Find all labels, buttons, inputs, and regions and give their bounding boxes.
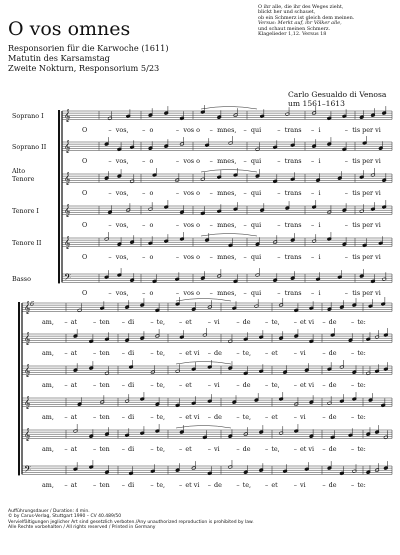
lyric-hyphen: – — [209, 221, 213, 230]
lyric-hyphen: – — [175, 126, 180, 135]
lyric-syllable: at — [70, 413, 78, 422]
lyric-syllable: vos, — [115, 157, 129, 166]
lyric-hyphen: – — [344, 253, 348, 262]
treble-clef-icon: 𝄞 — [24, 300, 31, 314]
lyric-hyphen: – — [93, 381, 97, 390]
poem-line: blickt her und schauet, — [258, 9, 316, 16]
lyric-hyphen: – — [150, 349, 154, 358]
composer-name: Carlo Gesualdo di Venosa — [288, 90, 387, 99]
voice-label-line: Basso — [12, 275, 31, 283]
lyric-hyphen: – — [175, 157, 180, 166]
lyric-syllable: vos o — [183, 189, 200, 198]
lyric-syllable: vos, — [115, 221, 129, 230]
lyric-syllable: te, — [242, 481, 252, 490]
lyric-syllable: O — [82, 221, 88, 230]
lyric-syllable: vi — [300, 349, 306, 358]
lyric-hyphen: – — [209, 189, 213, 198]
lyric-syllable: de — [242, 318, 251, 327]
lyric-hyphen: – — [311, 253, 315, 262]
lyric-hyphen: – — [64, 349, 68, 358]
lyric-syllable: at — [70, 381, 78, 390]
lyric-syllable: i — [318, 221, 321, 230]
lyric-hyphen: – — [93, 445, 97, 454]
lyric-syllable: vos o — [183, 289, 200, 298]
system1-bracket — [58, 110, 60, 283]
lyric-syllable: ten — [99, 381, 110, 390]
treble-clef-icon: 𝄞 — [24, 331, 31, 345]
lyric-syllable: ten — [99, 481, 110, 490]
lyric-hyphen: – — [175, 221, 180, 230]
lyric-hyphen: – — [142, 126, 146, 135]
lyric-syllable: am, — [42, 445, 54, 454]
lyric-syllable: o — [149, 157, 154, 166]
lyric-hyphen: – — [209, 289, 213, 298]
lyric-hyphen: – — [150, 445, 154, 454]
lyric-syllable: i — [318, 189, 321, 198]
lyric-syllable: vos, — [115, 253, 129, 262]
lyric-hyphen: – — [179, 481, 183, 490]
lyric-syllable: vos, — [115, 189, 129, 198]
lyric-hyphen: – — [93, 349, 97, 358]
lyric-syllable: trans — [284, 253, 302, 262]
lyric-syllable: o — [149, 289, 154, 298]
lyric-hyphen: – — [322, 349, 326, 358]
lyric-syllable: trans — [284, 126, 302, 135]
lyric-hyphen: – — [142, 157, 146, 166]
lyric-syllable: te: — [357, 413, 366, 422]
lyric-hyphen: – — [351, 381, 355, 390]
lyric-hyphen: – — [311, 189, 315, 198]
lyric-syllable: tis per vi — [352, 157, 381, 166]
lyric-hyphen: – — [344, 157, 348, 166]
lyric-syllable: et vi — [300, 318, 315, 327]
voice-label-line: Soprano II — [12, 143, 47, 151]
lyric-hyphen: – — [243, 253, 247, 262]
lyric-hyphen: – — [207, 481, 211, 490]
lyric-syllable: vos o — [183, 126, 200, 135]
lyric-syllable: mnes, — [217, 253, 237, 262]
lyric-hyphen: – — [179, 349, 183, 358]
lyric-hyphen: – — [121, 481, 125, 490]
lyric-syllable: te: — [357, 481, 366, 490]
lyric-syllable: de — [242, 381, 251, 390]
lyric-hyphen: – — [236, 481, 240, 490]
system1-slur — [201, 170, 257, 173]
lyric-syllable: O — [82, 289, 88, 298]
lyric-syllable: de — [328, 381, 337, 390]
lyric-syllable: de — [328, 318, 337, 327]
lyric-syllable: am, — [42, 381, 54, 390]
lyric-hyphen: – — [322, 481, 326, 490]
lyric-syllable: vos o — [183, 157, 200, 166]
lyric-hyphen: – — [351, 445, 355, 454]
lyric-syllable: mnes, — [217, 157, 237, 166]
treble-clef-icon: 𝄞 — [24, 363, 31, 377]
lyric-syllable: mnes, — [217, 126, 237, 135]
lyric-hyphen: – — [322, 381, 326, 390]
lyric-hyphen: – — [179, 318, 183, 327]
lyric-syllable: ten — [99, 413, 110, 422]
lyric-hyphen: – — [277, 253, 281, 262]
lyric-hyphen: – — [311, 157, 315, 166]
poem-line: ob ein Schmerz ist gleich dem meinen. — [258, 14, 355, 21]
lyric-syllable: de — [214, 349, 222, 358]
lyric-syllable: qui — [250, 126, 262, 135]
lyric-syllable: et vi — [185, 413, 200, 422]
lyric-syllable: di — [128, 445, 135, 454]
bass-clef-icon: 𝄢 — [24, 463, 32, 477]
lyric-hyphen: – — [207, 349, 211, 358]
lyric-hyphen: – — [93, 318, 97, 327]
lyric-hyphen: – — [179, 381, 183, 390]
subtitle-line-2: Matutin des Karsamstag — [8, 53, 110, 63]
lyric-hyphen: – — [108, 253, 112, 262]
lyric-syllable: vi — [214, 318, 220, 327]
lyric-hyphen: – — [108, 189, 112, 198]
lyric-syllable: vi — [300, 413, 306, 422]
lyric-hyphen: – — [150, 413, 154, 422]
poem-text — [258, 5, 396, 37]
lyric-hyphen: – — [311, 221, 315, 230]
voice-label-line: Tenore II — [12, 239, 42, 247]
system2-slur — [176, 426, 231, 429]
lyric-syllable: vos, — [115, 289, 129, 298]
lyric-syllable: i — [318, 157, 321, 166]
lyric-hyphen: – — [108, 157, 112, 166]
lyric-syllable: te, — [156, 445, 166, 454]
footer-duration: Aufführungsdauer / Duration: 4 min. — [8, 509, 90, 514]
lyric-syllable: trans — [284, 289, 302, 298]
lyric-syllable: am, — [42, 349, 54, 358]
lyric-syllable: tis per vi — [352, 189, 381, 198]
system2-bracket — [18, 302, 20, 475]
lyric-hyphen: – — [243, 126, 247, 135]
lyric-syllable: O — [82, 126, 88, 135]
lyric-hyphen: – — [142, 189, 146, 198]
lyric-syllable: qui — [250, 289, 262, 298]
lyric-syllable: vos, — [115, 126, 129, 135]
lyric-hyphen: – — [293, 413, 297, 422]
composer-credit — [288, 90, 386, 108]
lyric-syllable: te, — [242, 413, 252, 422]
lyric-syllable: de — [328, 481, 337, 490]
lyric-syllable: trans — [284, 189, 302, 198]
lyric-syllable: trans — [284, 221, 302, 230]
voice-label — [12, 275, 31, 283]
voice-label — [12, 167, 34, 183]
lyric-hyphen: – — [108, 221, 112, 230]
lyric-syllable: at — [70, 481, 78, 490]
lyric-hyphen: – — [236, 318, 240, 327]
lyric-syllable: tis per vi — [352, 221, 381, 230]
treble-clef-icon: 𝄞 — [64, 203, 71, 217]
lyric-hyphen: – — [236, 445, 240, 454]
poem-line: Klagelieder 1,12. Versus 18 — [258, 31, 327, 38]
lyric-syllable: qui — [250, 253, 262, 262]
lyric-hyphen: – — [207, 413, 211, 422]
lyric-syllable: qui — [250, 189, 262, 198]
voice-label-line: Tenore I — [12, 207, 39, 215]
lyric-hyphen: – — [108, 126, 112, 135]
lyric-hyphen: – — [243, 157, 247, 166]
lyric-hyphen: – — [121, 381, 125, 390]
footer-rights: Alle Rechte vorbehalten / All rights reserved / Printed in Germany — [8, 524, 156, 530]
lyric-hyphen: – — [293, 481, 297, 490]
lyric-syllable: ten — [99, 318, 110, 327]
treble-clef-icon: 𝄞 — [24, 395, 31, 409]
lyric-hyphen: – — [293, 318, 297, 327]
lyric-syllable: te, — [242, 349, 252, 358]
page-title: O vos omnes — [8, 18, 131, 40]
voice-label — [12, 112, 44, 120]
poem-line: Versus: Merkt auf, ihr Völker alle, — [258, 20, 342, 27]
lyric-syllable: te: — [357, 445, 366, 454]
lyric-syllable: de — [328, 445, 337, 454]
lyric-syllable: te, — [156, 381, 166, 390]
lyric-syllable: et vi — [300, 445, 315, 454]
lyric-hyphen: – — [142, 253, 146, 262]
lyric-hyphen: – — [175, 289, 180, 298]
lyric-syllable: te: — [357, 381, 366, 390]
lyric-syllable: i — [318, 126, 321, 135]
poem-line: und schaut meinen Schmerz. — [258, 25, 331, 32]
lyric-hyphen: – — [121, 445, 125, 454]
lyric-syllable: et — [271, 349, 278, 358]
lyric-hyphen: – — [351, 481, 355, 490]
lyric-syllable: de — [328, 413, 337, 422]
lyric-syllable: di — [128, 481, 135, 490]
system2-slur — [176, 362, 231, 365]
composer-dates: um 1561–1613 — [288, 99, 345, 108]
lyric-hyphen: – — [175, 189, 180, 198]
lyric-hyphen: – — [265, 481, 269, 490]
page-footer — [8, 509, 254, 530]
lyric-hyphen: – — [243, 221, 247, 230]
lyric-syllable: qui — [250, 157, 262, 166]
lyric-syllable: te: — [357, 318, 366, 327]
bass-clef-icon: 𝄢 — [64, 271, 72, 285]
lyric-hyphen: – — [265, 318, 269, 327]
treble-clef-icon: 𝄞 — [64, 171, 71, 185]
lyric-syllable: et — [185, 381, 192, 390]
lyric-syllable: trans — [284, 157, 302, 166]
lyric-syllable: di — [128, 413, 135, 422]
lyric-syllable: mnes, — [217, 189, 237, 198]
lyric-hyphen: – — [265, 381, 269, 390]
lyric-hyphen: – — [344, 126, 348, 135]
footer-legal: Vervielfältigungen jeglicher Art sind gesetzlich verboten./Any unauthorized reproduction is prohibited by law. — [8, 519, 254, 525]
lyric-hyphen: – — [142, 289, 146, 298]
lyric-hyphen: – — [150, 381, 154, 390]
lyric-hyphen: – — [121, 349, 125, 358]
lyric-hyphen: – — [265, 445, 269, 454]
lyric-hyphen: – — [293, 349, 297, 358]
lyric-syllable: at — [70, 445, 78, 454]
lyric-syllable: te, — [156, 349, 166, 358]
voice-label-line: Tenore — [12, 175, 35, 183]
lyric-hyphen: – — [64, 381, 68, 390]
lyric-syllable: am, — [42, 318, 54, 327]
lyric-syllable: et vi — [300, 381, 315, 390]
lyric-syllable: et — [271, 481, 278, 490]
lyric-hyphen: – — [236, 381, 240, 390]
lyric-syllable: te, — [156, 481, 166, 490]
lyric-hyphen: – — [179, 413, 183, 422]
lyric-hyphen: – — [236, 349, 240, 358]
lyric-hyphen: – — [64, 481, 68, 490]
lyric-hyphen: – — [322, 445, 326, 454]
treble-clef-icon: 𝄞 — [24, 427, 31, 441]
lyric-syllable: ten — [99, 445, 110, 454]
voice-label — [12, 207, 39, 215]
lyric-syllable: vi — [214, 445, 220, 454]
lyric-hyphen: – — [179, 445, 183, 454]
lyric-hyphen: – — [93, 413, 97, 422]
lyric-syllable: de — [242, 445, 251, 454]
lyric-syllable: O — [82, 253, 88, 262]
lyric-hyphen: – — [351, 349, 355, 358]
lyric-hyphen: – — [150, 481, 154, 490]
lyric-syllable: i — [318, 253, 321, 262]
lyric-hyphen: – — [108, 289, 112, 298]
lyric-hyphen: – — [64, 318, 68, 327]
treble-clef-icon: 𝄞 — [64, 139, 71, 153]
lyric-hyphen: – — [344, 221, 348, 230]
voice-label — [12, 239, 41, 247]
lyric-syllable: O — [82, 157, 88, 166]
lyric-hyphen: – — [243, 289, 247, 298]
lyric-hyphen: – — [293, 445, 297, 454]
lyric-syllable: et vi — [185, 349, 200, 358]
lyric-syllable: et — [271, 413, 278, 422]
lyric-syllable: di — [128, 349, 135, 358]
lyric-syllable: et vi — [185, 481, 200, 490]
voice-label-line: Soprano I — [12, 112, 44, 120]
lyric-hyphen: – — [311, 289, 315, 298]
lyric-syllable: vos o — [183, 253, 200, 262]
lyric-syllable: di — [128, 318, 135, 327]
lyric-hyphen: – — [277, 126, 281, 135]
lyric-syllable: te, — [271, 318, 280, 327]
lyric-syllable: O — [82, 189, 88, 198]
treble-clef-icon: 𝄞 — [64, 108, 71, 122]
lyric-hyphen: – — [209, 253, 213, 262]
lyric-hyphen: – — [207, 381, 211, 390]
voice-label — [12, 143, 46, 151]
lyric-hyphen: – — [142, 221, 146, 230]
lyric-syllable: tis per vi — [352, 289, 381, 298]
lyric-syllable: de — [214, 481, 222, 490]
lyric-hyphen: – — [121, 318, 125, 327]
lyric-syllable: di — [128, 381, 135, 390]
treble-clef-icon: 𝄞 — [64, 235, 71, 249]
lyric-syllable: i — [318, 289, 321, 298]
lyric-syllable: te: — [357, 349, 366, 358]
lyric-hyphen: – — [93, 481, 97, 490]
lyric-hyphen: – — [207, 445, 211, 454]
lyric-syllable: qui — [250, 221, 262, 230]
lyric-hyphen: – — [322, 318, 326, 327]
poem-line: O ihr alle, die ihr des Weges zieht, — [258, 4, 344, 10]
measure-number: 6 — [30, 300, 35, 308]
lyric-hyphen: – — [265, 349, 269, 358]
lyric-hyphen: – — [277, 157, 281, 166]
system1-slur — [201, 107, 257, 110]
lyric-hyphen: – — [277, 289, 281, 298]
lyric-hyphen: – — [175, 253, 180, 262]
system1-slur — [201, 234, 257, 237]
lyric-syllable: te, — [271, 381, 280, 390]
subtitle-line-1: Responsorien für die Karwoche (1611) — [8, 43, 169, 53]
lyric-syllable: vi — [300, 481, 306, 490]
lyric-syllable: at — [70, 318, 78, 327]
lyric-syllable: et — [185, 318, 192, 327]
lyric-hyphen: – — [236, 413, 240, 422]
lyric-syllable: vi — [214, 381, 220, 390]
lyric-syllable: ten — [99, 349, 110, 358]
lyric-hyphen: – — [121, 413, 125, 422]
lyric-syllable: vos o — [183, 221, 200, 230]
lyric-hyphen: – — [311, 126, 315, 135]
lyric-hyphen: – — [344, 189, 348, 198]
lyric-syllable: tis per vi — [352, 253, 381, 262]
lyric-syllable: et — [185, 445, 192, 454]
system2-slur — [176, 299, 231, 302]
lyric-hyphen: – — [351, 413, 355, 422]
voice-label-line: Alto — [12, 167, 26, 175]
lyric-syllable: o — [149, 253, 154, 262]
lyric-hyphen: – — [209, 126, 213, 135]
lyric-hyphen: – — [64, 445, 68, 454]
lyric-syllable: te, — [156, 318, 166, 327]
subtitle-line-3: Zweite Nokturn, Responsorium 5/23 — [8, 63, 160, 73]
lyric-hyphen: – — [64, 413, 68, 422]
lyric-syllable: o — [149, 126, 154, 135]
lyric-syllable: mnes, — [217, 289, 237, 298]
lyric-syllable: te, — [156, 413, 166, 422]
lyric-hyphen: – — [322, 413, 326, 422]
lyric-hyphen: – — [207, 318, 211, 327]
lyric-hyphen: – — [293, 381, 297, 390]
lyric-syllable: am, — [42, 481, 54, 490]
lyric-hyphen: – — [277, 189, 281, 198]
lyric-syllable: tis per vi — [352, 126, 381, 135]
lyric-syllable: te, — [271, 445, 280, 454]
footer-copyright: © by Carus-Verlag, Stuttgart 1990 – CV 40.489/50 — [8, 514, 122, 520]
lyric-hyphen: – — [351, 318, 355, 327]
lyric-syllable: o — [149, 221, 154, 230]
lyric-syllable: am, — [42, 413, 54, 422]
lyric-syllable: de — [328, 349, 337, 358]
lyric-hyphen: – — [265, 413, 269, 422]
lyric-syllable: de — [214, 413, 222, 422]
lyric-hyphen: – — [277, 221, 281, 230]
lyric-hyphen: – — [209, 157, 213, 166]
lyric-hyphen: – — [243, 189, 247, 198]
lyric-hyphen: – — [150, 318, 154, 327]
lyric-syllable: mnes, — [217, 221, 237, 230]
lyric-hyphen: – — [344, 289, 348, 298]
lyric-syllable: o — [149, 189, 154, 198]
lyric-syllable: at — [70, 349, 78, 358]
